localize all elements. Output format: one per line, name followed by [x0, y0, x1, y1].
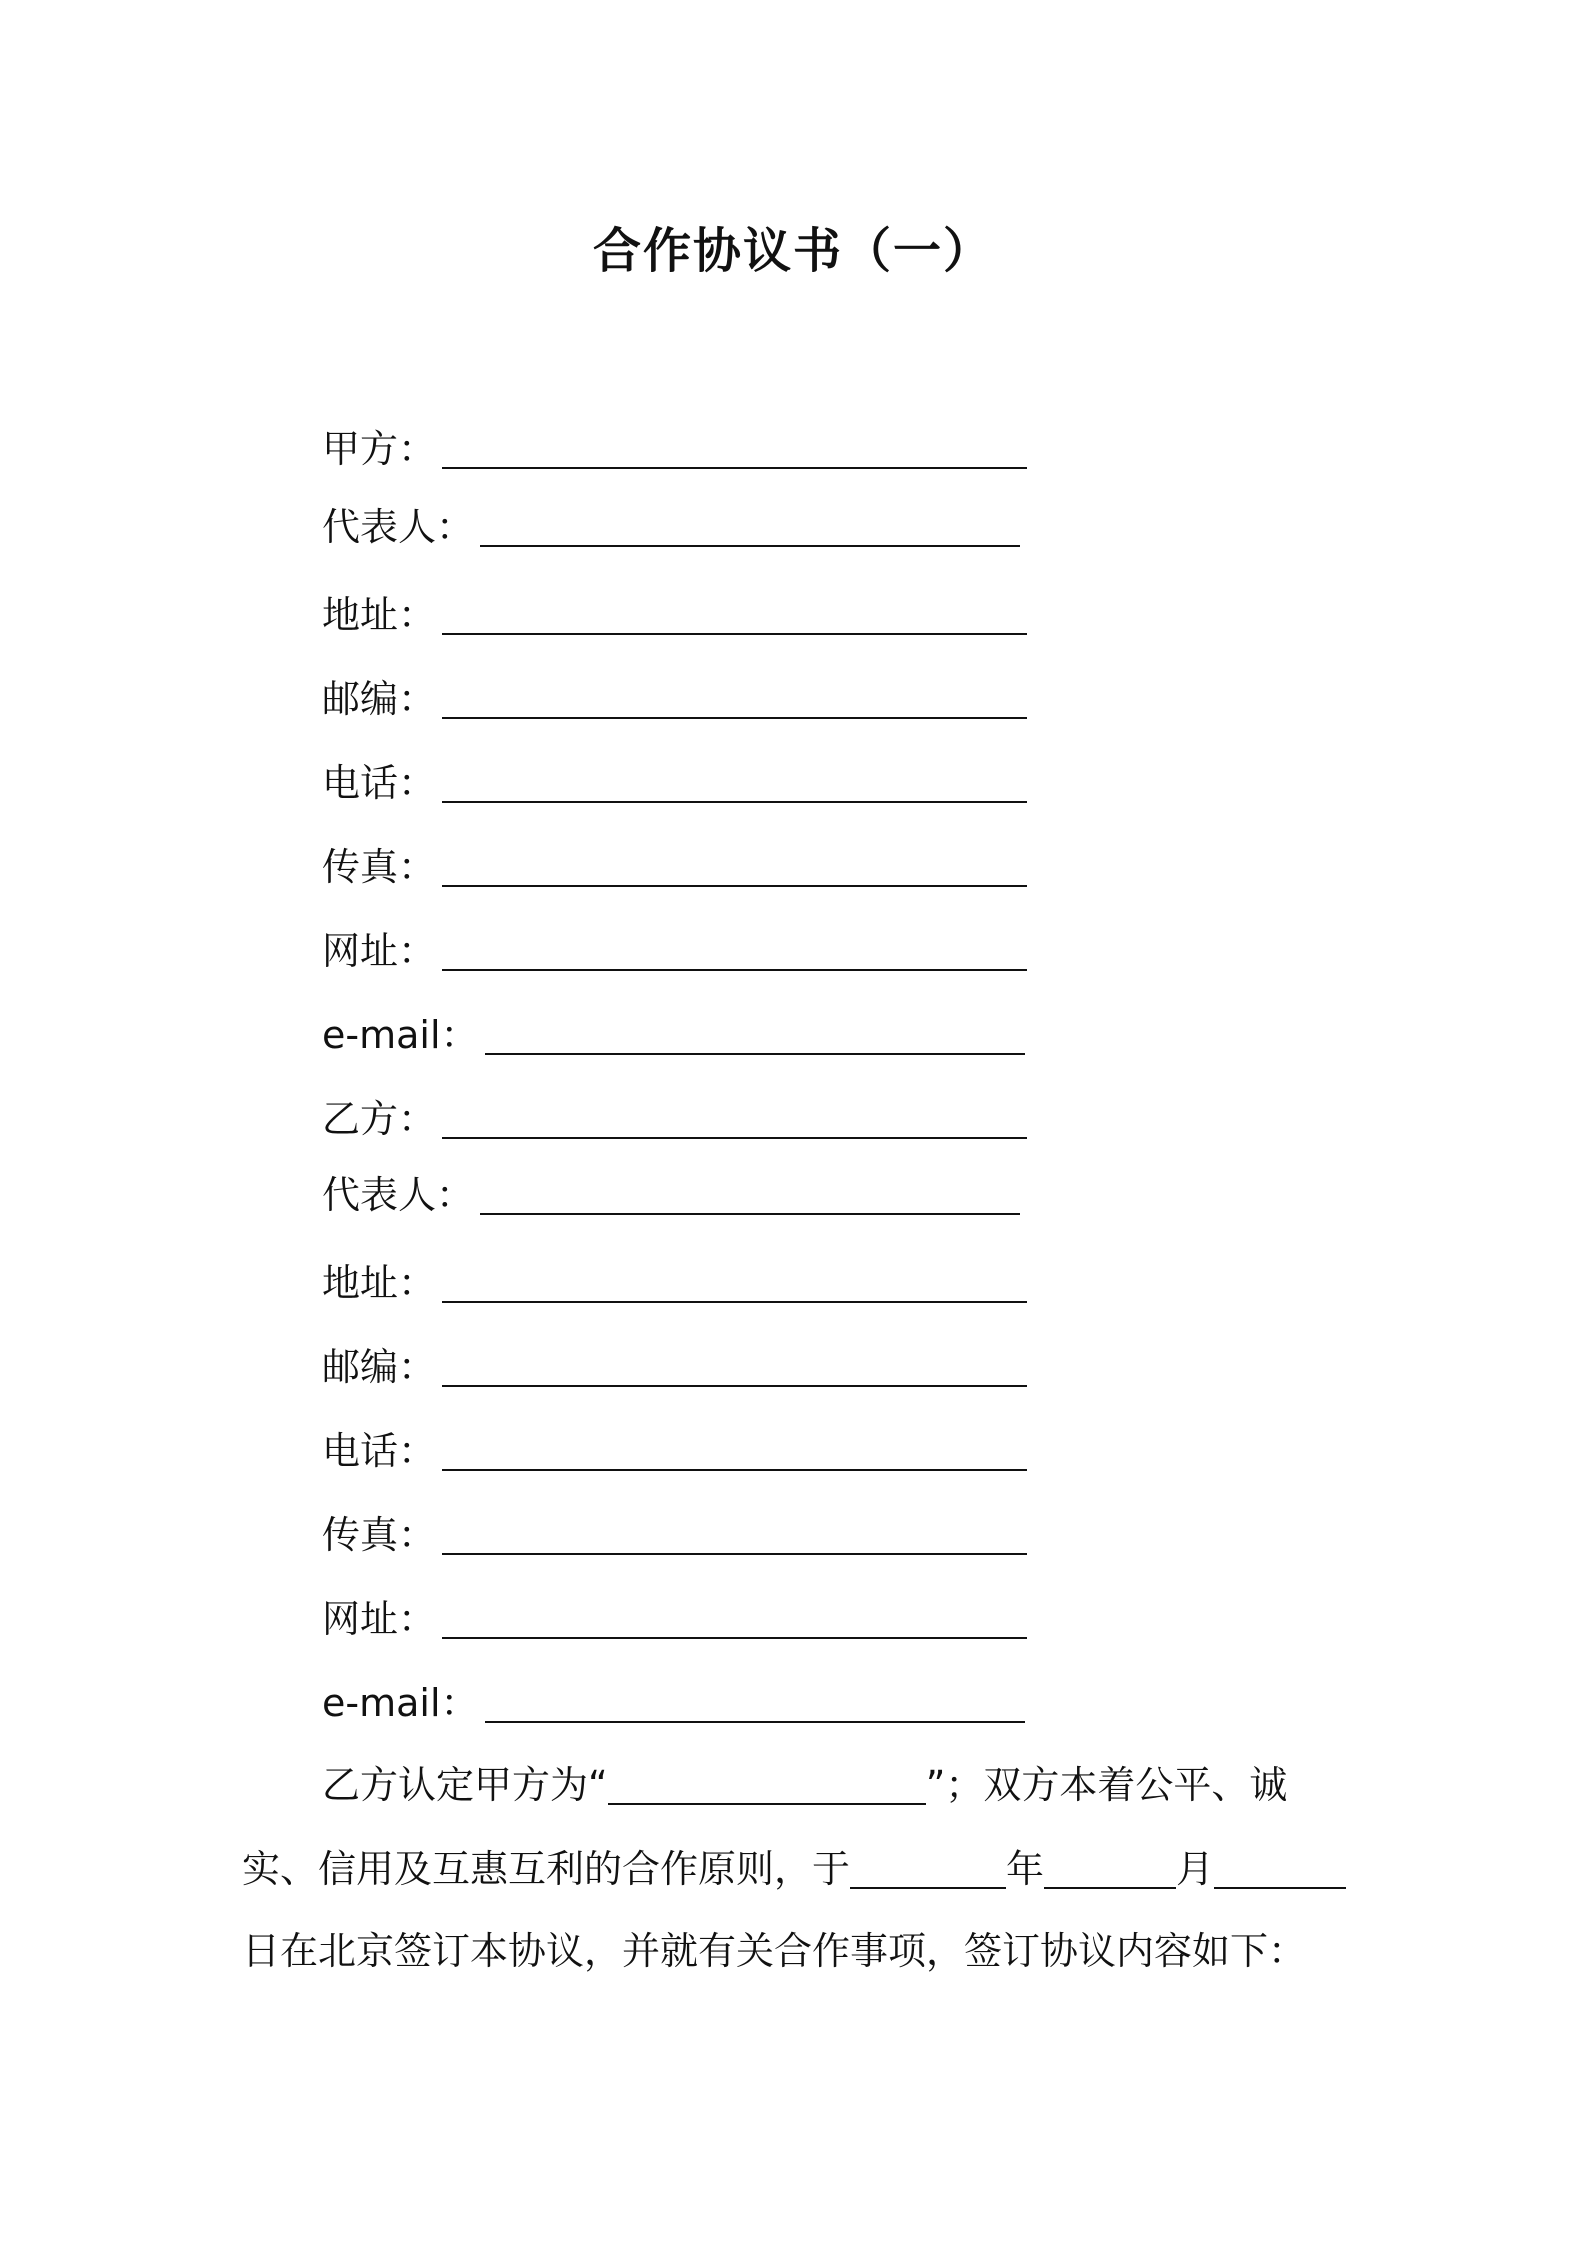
- party-a-name-blank[interactable]: [442, 467, 1027, 469]
- party-a-name-field[interactable]: [322, 418, 1027, 473]
- party-a-postcode-blank[interactable]: [442, 717, 1027, 719]
- party-b-address-blank[interactable]: [442, 1301, 1027, 1303]
- party-a-email-blank[interactable]: [485, 1053, 1025, 1055]
- year-label: 年: [1006, 1847, 1045, 1891]
- preamble-line-1-start: 乙方认定甲方为“: [322, 1763, 608, 1807]
- party-a-fax-blank[interactable]: [442, 885, 1027, 887]
- party-b-fax-label: 传真：: [322, 1513, 437, 1557]
- party-b-rep-field[interactable]: [322, 1164, 1020, 1219]
- preamble-line-2-start: 实、信用及互惠互利的合作原则，于: [242, 1847, 851, 1891]
- party-a-website-label: 网址：: [322, 929, 437, 973]
- preamble-line-3-text: 日在北京签订本协议，并就有关合作事项，签订协议内容如下：: [242, 1929, 1307, 1973]
- party-b-fax-field[interactable]: [322, 1504, 1027, 1559]
- party-a-address-label: 地址：: [322, 593, 437, 637]
- party-b-rep-label: 代表人：: [322, 1173, 475, 1217]
- party-b-email-field[interactable]: [322, 1672, 1025, 1727]
- party-b-website-label: 网址：: [322, 1597, 437, 1641]
- party-a-email-label: e-mail：: [322, 1013, 479, 1057]
- party-b-phone-label: 电话：: [322, 1429, 437, 1473]
- party-a-email-field[interactable]: [322, 1004, 1025, 1059]
- party-b-email-blank[interactable]: [485, 1721, 1025, 1723]
- party-a-name-label: 甲方：: [322, 427, 437, 471]
- year-blank[interactable]: [850, 1887, 1006, 1889]
- preamble-line-2: [242, 1838, 1346, 1893]
- party-a-phone-field[interactable]: [322, 752, 1027, 807]
- day-blank[interactable]: [1214, 1887, 1346, 1889]
- party-b-website-blank[interactable]: [442, 1637, 1027, 1639]
- party-a-fax-label: 传真：: [322, 845, 437, 889]
- party-a-rep-label: 代表人：: [322, 505, 475, 549]
- party-a-phone-blank[interactable]: [442, 801, 1027, 803]
- party-b-name-blank[interactable]: [442, 1137, 1027, 1139]
- preamble-line-1-end: ”；双方本着公平、诚: [925, 1763, 1288, 1807]
- month-blank[interactable]: [1044, 1887, 1176, 1889]
- party-b-rep-blank[interactable]: [480, 1213, 1020, 1215]
- party-b-email-label: e-mail：: [322, 1681, 479, 1725]
- party-a-fax-field[interactable]: [322, 836, 1027, 891]
- party-a-phone-label: 电话：: [322, 761, 437, 805]
- month-label: 月: [1176, 1847, 1215, 1891]
- party-b-phone-blank[interactable]: [442, 1469, 1027, 1471]
- party-a-postcode-label: 邮编：: [322, 677, 437, 721]
- party-a-website-blank[interactable]: [442, 969, 1027, 971]
- party-b-name-label: 乙方：: [322, 1097, 437, 1141]
- party-a-address-field[interactable]: [322, 584, 1027, 639]
- party-a-postcode-field[interactable]: [322, 668, 1027, 723]
- party-b-phone-field[interactable]: [322, 1420, 1027, 1475]
- party-b-name-field[interactable]: [322, 1088, 1027, 1143]
- party-a-rep-blank[interactable]: [480, 545, 1020, 547]
- designation-blank[interactable]: [608, 1803, 926, 1805]
- document-title: 合作协议书（一）: [592, 223, 993, 279]
- preamble-line-1: [322, 1754, 1287, 1809]
- party-a-rep-field[interactable]: [322, 496, 1020, 551]
- party-b-address-label: 地址：: [322, 1261, 437, 1305]
- party-b-website-field[interactable]: [322, 1588, 1027, 1643]
- party-b-fax-blank[interactable]: [442, 1553, 1027, 1555]
- party-b-postcode-field[interactable]: [322, 1336, 1027, 1391]
- party-b-postcode-label: 邮编：: [322, 1345, 437, 1389]
- party-b-postcode-blank[interactable]: [442, 1385, 1027, 1387]
- party-a-website-field[interactable]: [322, 920, 1027, 975]
- preamble-line-3: [242, 1920, 1306, 1975]
- party-b-address-field[interactable]: [322, 1252, 1027, 1307]
- party-a-address-blank[interactable]: [442, 633, 1027, 635]
